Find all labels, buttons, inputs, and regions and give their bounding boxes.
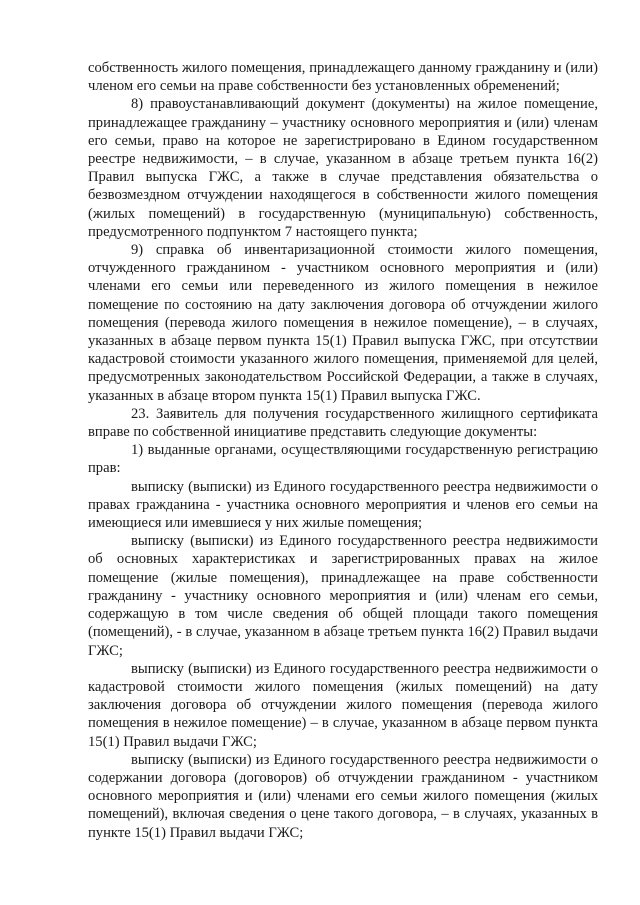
paragraph-item-9: 9) справка об инвентаризационной стоимости жилого помещения, отчужденного гражданином - участником основного мероприятия и (или) членами его семьи или переведенного из жилого помещения в нежилое помещение по состоянию на дату заключения договора об отчуждении жилого помещения (перевода жилого помещения в нежилое помещение), – в случаях, указанных в абзаце первом пункта 15(1) Правил выпуска ГЖС, при отсутствии кадастровой стоимости указанного жилого помещения, применяемой для целей, предусмотренных законодательством Российской Федерации, а также в случаях, указанных в абзаце втором пункта 15(1) Правил выпуска ГЖС.: [88, 242, 598, 404]
paragraph-continuation: собственность жилого помещения, принадлежащего данному гражданину и (или) членом его семьи на праве собственности без установленных обременений;: [88, 60, 598, 95]
paragraph-item-8: 8) правоустанавливающий документ (документы) на жилое помещение, принадлежащее гражданину – участнику основного мероприятия и (или) членам его семьи, право на которое не зарегистрировано в Едином государственном реестре недвижимости, – в случае, указанном в абзаце третьем пункта 16(2) Правил выпуска ГЖС, а также в случае представления обязательства о безвозмездном отчуждении находящегося в собственности жилого помещения (жилых помещений) в государственную (муниципальную) собственность, предусмотренного подпунктом 7 настоящего пункта;: [88, 96, 598, 240]
paragraph-extract-characteristics: выписку (выписки) из Единого государственного реестра недвижимости об основных характеристиках и зарегистрированных правах на жилое помещение (жилые помещения), принадлежащее на праве собственности гражданину - участнику основного мероприятия и (или) членам его семьи, содержащую в том числе сведения об общей площади такого помещения (помещений), - в случае, указанном в абзаце третьем пункта 16(2) Правил выдачи ГЖС;: [88, 533, 598, 659]
paragraph-extract-contract: выписку (выписки) из Единого государственного реестра недвижимости о содержании договора (договоров) об отчуждении гражданином - участником основного мероприятия и (или) членами его семьи жилого помещения (жилых помещений), включая сведения о цене такого договора, – в случаях, указанных в пункте 15(1) Правил выдачи ГЖС;: [88, 751, 598, 841]
paragraph-extract-cadastral: выписку (выписки) из Единого государственного реестра недвижимости о кадастровой стоимости жилого помещения (жилых помещений) на дату заключения договора об отчуждении жилого помещения (перевода жилого помещения в нежилое помещение) – в случае, указанном в абзаце первом пункта 15(1) Правил выдачи ГЖС;: [88, 660, 598, 750]
paragraph-subitem-1: 1) выданные органами, осуществляющими государственную регистрацию прав:: [88, 442, 598, 477]
paragraph-extract-rights: выписку (выписки) из Единого государственного реестра недвижимости о правах гражданина - участника основного мероприятия и членов его семьи на имеющиеся или имевшиеся у них жилые помещения;: [88, 478, 598, 532]
paragraph-clause-23: 23. Заявитель для получения государственного жилищного сертификата вправе по собственной инициативе представить следующие документы:: [88, 405, 598, 441]
document-page: [88, 59, 598, 842]
